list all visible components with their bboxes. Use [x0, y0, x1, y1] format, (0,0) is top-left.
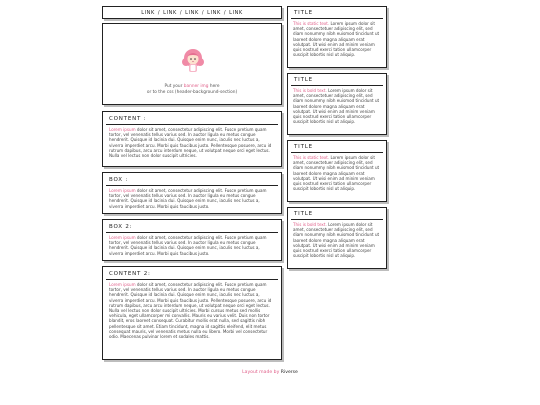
nav-link-1[interactable]: LINK	[141, 9, 155, 16]
content-box-lead: Lorem ipsum	[109, 282, 136, 287]
side-box-title: TITLE	[291, 9, 383, 19]
nav-separator: /	[157, 9, 161, 16]
content-box-body	[103, 233, 281, 256]
content-box-title: BOX :	[106, 176, 278, 186]
content-box-text: dolor sit amet, consectetur adipiscing elit. Fusce pretium quam tortor, vel venenatis tellus varius sed. In auctor ligula eu metus congue hendrerit. Quisque id lacinia dui. Quisque enim nunc, iaculis nec luctus a, viverra imperdiet arcu. Morbi quis faucibus justo. Pellentesque posuere, arcu id rutrum dapibus, arcu arcu interdum neque, ut volutpat neque orci eget lectus. Nulla vel lectus non dolor suscipit ultricies.	[109, 127, 272, 159]
side-box-text: Lorem ipsum dolor sit amet, consectetuer adipiscing elit, sed diam nonummy nibh euismod tincidunt ut laoreet dolore magna aliquam erat volutpat. Ut wisi enim ad minim veniam quis nostrud exerci tation ullamcorper suscipit lobortis nisl ut aliquip.	[293, 222, 380, 259]
nav-separator: /	[201, 9, 205, 16]
content-box-1	[102, 111, 282, 167]
side-box-3	[287, 140, 387, 202]
content-box-lead: Lorem ipsum	[109, 235, 136, 240]
content-box-lead: Lorem ipsum	[109, 127, 136, 132]
side-box-title: TITLE	[291, 210, 383, 220]
side-box-2	[287, 73, 387, 135]
side-box-title: TITLE	[291, 76, 383, 86]
nav-link-4[interactable]: LINK	[207, 9, 221, 16]
content-box-body	[103, 186, 281, 209]
side-box-body	[288, 86, 386, 124]
side-box-text: Lorem ipsum dolor sit amet, consectetuer adipiscing elit, sed diam nonummy nibh euismod tincidunt ut laoreet dolore magna aliquam erat volutpat. Ut wisi enim ad minim veniam quis nostrud exerci tation ullamcorper suscipit lobortis nisl ut aliquip.	[293, 155, 380, 192]
content-box-3	[102, 219, 282, 261]
content-box-title: CONTENT 2:	[106, 270, 278, 280]
side-box-title: TITLE	[291, 143, 383, 153]
header-caption-after: here	[209, 84, 220, 89]
side-box-text: Lorem ipsum dolor sit amet, consectetuer adipiscing elit, sed diam nonummy nibh euismod tincidunt ut laoreet dolore magna aliquam erat volutpat. Ut wisi enim ad minim veniam quis nostrud exerci tation ullamcorper suscipit lobortis nisl ut aliquip.	[293, 88, 380, 125]
content-box-text: dolor sit amet, consectetur adipiscing elit. Fusce pretium quam tortor, vel venenatis tellus varius sed. In auctor ligula eu metus congue hendrerit. Quisque id lacinia dui. Quisque enim nunc, iaculis nec luctus a, viverra imperdiet arcu. Morbi quis faucibus justo. Pellentesque posuere, arcu id rutrum dapibus, arcu arcu interdum neque, ut volutpat neque orci eget lectus. Nulla vel lectus non dolor suscipit ultricies. Morbi cursus metus sed mollis vehicula, eget ullamcorper mi convallis. Mauris eu varius velit. Duis non tortor blandit, eros laoreet consequat. Curabitur mollis erat nulla, sed sagittis nibh pellentesque sit amet. Etiam tincidunt, magna id sagittis eleifend, elit metus consequat mauris, vel venenatis metus nulla eu libero. Morbi vel consectetur odio. Maecenas pulvinar lorem et sodales mattis.	[109, 282, 272, 340]
content-box-text: dolor sit amet, consectetur adipiscing elit. Fusce pretium quam tortor, vel venenatis tellus varius sed. In auctor ligula eu metus congue hendrerit. Quisque id lacinia dui. Quisque enim nunc, iaculis nec luctus a, viverra imperdiet arcu. Morbi quis faucibus justo.	[109, 235, 267, 256]
side-box-body	[288, 19, 386, 57]
content-box-body	[103, 125, 281, 158]
side-box-4	[287, 207, 387, 269]
content-box-4	[102, 266, 282, 360]
content-box-title: CONTENT :	[106, 115, 278, 125]
side-box-lead: This is static text.	[293, 21, 330, 26]
nav-separator: /	[179, 9, 183, 16]
side-box-lead: This is bold text.	[293, 88, 327, 93]
side-box-text: Lorem ipsum dolor sit amet, consectetuer adipiscing elit, sed diam nonummy nibh euismod tincidunt ut laoreet dolore magna aliquam erat volutpat. Ut wisi enim ad minim veniam quis nostrud exerci tation ullamcorper suscipit lobortis nisl ut aliquip.	[293, 21, 380, 58]
nav-bar	[102, 6, 282, 19]
nav-link-3[interactable]: LINK	[185, 9, 199, 16]
header-banner	[102, 23, 282, 105]
header-caption-before: Put your	[164, 84, 183, 89]
content-box-lead: Lorem ipsum	[109, 188, 136, 193]
footer-credit	[0, 370, 540, 375]
nav-separator: /	[223, 9, 227, 16]
content-box-body	[103, 280, 281, 339]
side-box-1	[287, 6, 387, 68]
pink-haired-girl-avatar-icon	[181, 48, 205, 74]
header-caption-line2: or to the css (header-background-section)	[146, 90, 238, 95]
content-box-title: BOX 2:	[106, 223, 278, 233]
nav-link-2[interactable]: LINK	[163, 9, 177, 16]
footer-text: Layout made by	[242, 370, 280, 375]
content-box-text: dolor sit amet, consectetur adipiscing elit. Fusce pretium quam tortor, vel venenatis tellus varius sed. In auctor ligula eu metus congue hendrerit. Quisque id lacinia dui. Quisque enim nunc, iaculis nec luctus a, viverra imperdiet arcu. Morbi quis faucibus justo.	[109, 188, 267, 209]
content-box-2	[102, 172, 282, 214]
side-box-lead: This is static text.	[293, 155, 330, 160]
nav-link-5[interactable]: LINK	[229, 9, 243, 16]
side-box-lead: This is bold text.	[293, 222, 327, 227]
header-caption	[103, 84, 281, 96]
side-box-body	[288, 153, 386, 191]
footer-author-link[interactable]: Riverse	[280, 370, 298, 375]
side-box-body	[288, 220, 386, 258]
header-caption-highlight: banner img	[183, 84, 209, 89]
